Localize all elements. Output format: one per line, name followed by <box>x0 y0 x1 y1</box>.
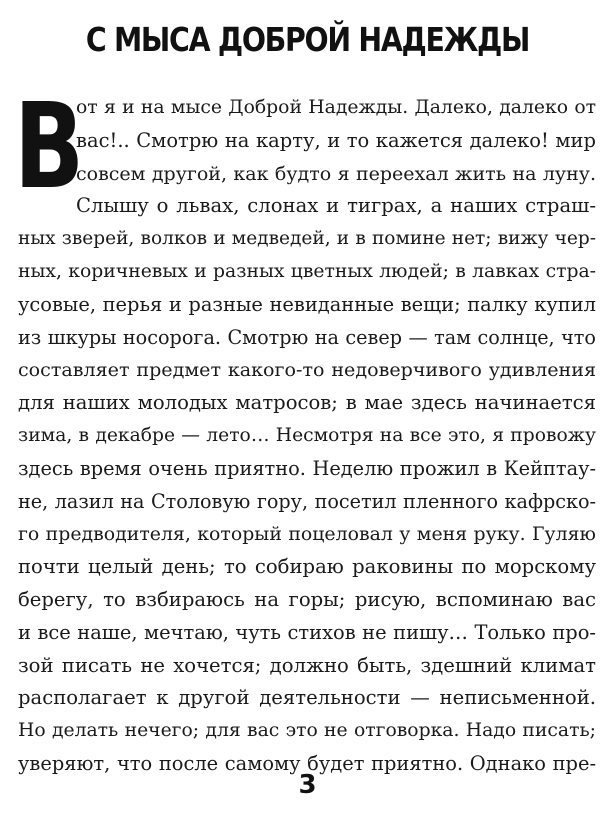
text-line: берегу, то взбираюсь на горы; рисую, вспоминаю вас <box>18 587 596 611</box>
page-title: С МЫСА ДОБРОЙ НАДЕЖДЫ <box>85 20 530 59</box>
text-line: ных, коричневых и разных цветных людей; в лавках стра- <box>18 260 596 282</box>
text-line: уверяют, что после самому будет приятно. Однако пре- <box>18 751 596 775</box>
text-line: здесь время очень приятно. Неделю прожил в Кейптау- <box>18 456 596 480</box>
text-line: Слышу о львах, слонах и тиграх, а наших страш- <box>76 194 596 218</box>
body-text <box>18 92 596 781</box>
text-line: усовые, перья и разные невиданные вещи; палку купил <box>18 292 596 316</box>
text-line: от я и на мысе Доброй Надежды. Далеко, далеко от <box>76 97 596 118</box>
text-line: из шкуры носорога. Смотрю на север — там солнце, что <box>18 325 596 349</box>
text-line: составляет предмет какого-то недоверчивого удивления <box>18 359 596 382</box>
text-line: не, лазил на Столовую гору, посетил пленного кафрско- <box>18 489 596 513</box>
text-line: го предводителя, который поцеловал у меня руку. Гуляю <box>18 523 596 546</box>
text-line: Но делать нечего; для вас это не отговорка. Надо писать; <box>18 720 596 742</box>
text-line: почти целый день; то собираю раковины по морскому <box>18 555 596 579</box>
text-line: располагает к другой деятельности — неписьменной. <box>18 686 596 710</box>
text-line: зой писать не хочется; должно быть, здешний климат <box>18 653 596 677</box>
text-line: и все наше, мечтаю, чуть стихов не пишу… Только про- <box>18 620 596 644</box>
text-line: зима, в декабре — лето… Несмотря на все это, я провожу <box>18 424 596 446</box>
page-number: 3 <box>298 770 317 800</box>
text-line: для наших молодых матросов; в мае здесь начинается <box>18 391 596 415</box>
text-line: совсем другой, как будто я переехал жить на луну. <box>76 162 596 185</box>
text-line: вас!.. Смотрю на карту, и то кажется далеко! мир <box>76 128 596 152</box>
drop-cap: В <box>14 77 85 215</box>
text-line: ных зверей, волков и медведей, и в помине нет; вижу чер- <box>18 228 596 250</box>
